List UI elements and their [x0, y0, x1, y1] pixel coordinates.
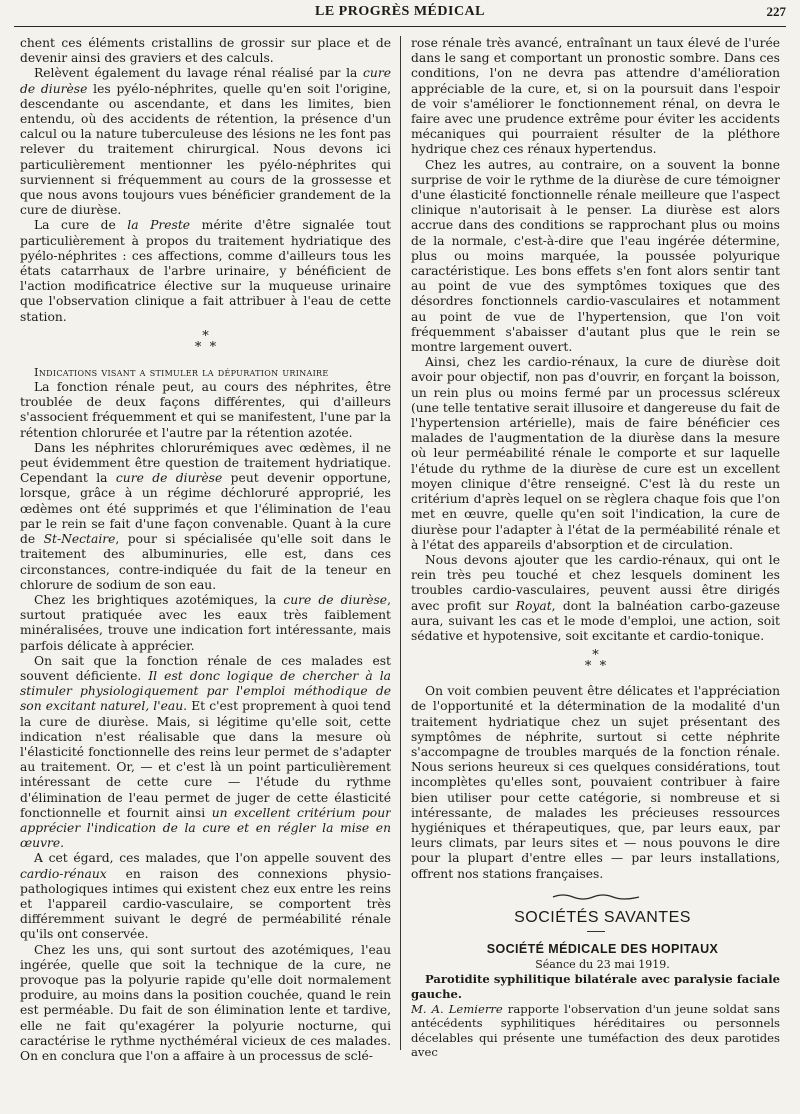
abstract-body: M. A. Lemierre rapporte l'observation d'un jeune soldat sans antécédents syphilitiques héréditaires ou personnels décelables qui présente une tuméfaction des deux parotides avec: [411, 1001, 780, 1060]
paragraph: chent ces éléments cristallins de grossir sur place et de devenir ainsi des graviers et des calculs.: [20, 36, 391, 66]
paragraph: Ainsi, chez les cardio-rénaux, la cure de diurèse doit avoir pour objectif, non pas d'ouvrir, en forçant la boisson, un rein plus ou moins fermé par un processus scléreux (une telle tentative serait illusoire et dangereuse du fait de l'hypertension artérielle), mais de faire bénéficier ces malades de l'augmentation de la diurèse dans la mesure où leur perméabilité rénale le comporte et sur laquelle l'étude du rythme de la diurèse de cure est un excellent moyen clinique d'être renseigné. C'est là du reste un critérium d'après lequel on se règlera chaque fois que l'on met en œuvre, quelle qu'en soit l'indication, la cure de diurèse pour l'adapter à l'état de la perméabilité rénale et à l'état des appareils d'absorption et de circulation.: [411, 355, 780, 552]
journal-title: LE PROGRÈS MÉDICAL: [314, 4, 486, 19]
page-number: 227: [766, 4, 786, 19]
paragraph: La fonction rénale peut, au cours des néphrites, être troublée de deux façons différentes, qui d'ailleurs s'associent fréquemment et qui se manifestent, l'une par la rétention chlorurée et l'autre par la rétention azotée.: [20, 380, 391, 440]
right-column: [411, 36, 780, 1110]
column-divider: [400, 36, 401, 1050]
section-heading: Indications visant a stimuler la dépuration urinaire: [34, 364, 329, 379]
paragraph: La cure de la Preste mérite d'être signalée tout particulièrement à propos du traitement hydriatique des pyélo-néphrites : ces affections, comme d'ailleurs tous les états catarrhaux de l'arbre urinaire, y bénéficient de l'action modificatrice élective sur la muqueuse urinaire que l'observation clinique a fait attribuer à l'eau de cette station.: [20, 218, 391, 324]
paragraph: Chez les brightiques azotémiques, la cure de diurèse, surtout pratiquée avec les eaux très faiblement minéralisées, trouve une indication fort intéressante, mais parfois délicate à apprécier.: [20, 592, 391, 653]
society-name: SOCIÉTÉ MÉDICALE DES HOPITAUX: [486, 941, 719, 956]
paragraph: A cet égard, ces malades, que l'on appelle souvent des cardio-rénaux en raison des connexions physio-pathologiques intimes qui existent chez eux entre les reins et l'appareil cardio-vasculaire, se comportent très différemment suivant le degré de perméabilité rénale qu'ils ont conservée.: [20, 851, 391, 942]
title-rule: [587, 931, 605, 932]
paragraph: Chez les autres, au contraire, on a souvent la bonne surprise de voir le rythme de la diurèse de cure témoigner d'une élasticité fonctionnelle rénale meilleure que l'aspect clinique n'autorisait à le penser. La diurèse est alors accrue dans des conditions se rapprochant plus ou moins de la normale, c'est-à-dire que l'eau ingérée détermine, plus ou moins marquée, la poussée polyurique caractéristique. Les bons effets s'en font alors sentir tant au point de vue des symptômes toxiques que des désordres fonctionnels cardio-vasculaires et notamment au point de vue de l'hypertension, que l'on voit fréquemment s'abaisser d'autant plus que le rein se montre largement ouvert.: [411, 157, 780, 355]
paragraph: Dans les néphrites chlorurémiques avec œdèmes, il ne peut évidemment être question de traitement hydriatique. Cependant la cure de diurèse peut devenir opportune, lorsque, grâce à un régime déchloruré approprié, les œdèmes ont été supprimés et que l'élimination de l'eau par le rein se fait d'une façon convenable. Quant à la cure de St-Nectaire, pour si spécialisée qu'elle soit dans le traitement des albuminuries, elle est, dans ces circonstances, contre-indiquée du fait de la teneur en chlorure de sodium de son eau.: [20, 440, 391, 592]
left-column: [20, 36, 391, 1110]
paragraph: Nous devons ajouter que les cardio-rénaux, qui ont le rein très peu touché et chez lesquels dominent les troubles cardio-vasculaires, peuvent aussi être dirigés avec profit sur Royat, dont la balnéation carbo-gazeuse aura, suivant les cas et le mode d'emploi, une action, soit sédative et hypotensive, soit excitante et cardio-tonique.: [411, 552, 780, 643]
section-separator-stars: * * *: [194, 328, 217, 355]
abstract: [411, 972, 780, 1060]
paragraph: rose rénale très avancé, entraînant un taux élevé de l'urée dans le sang et comportant un pronostic sombre. Dans ces conditions, l'on ne devra pas attendre d'amélioration appréciable de la cure, et, si on la poursuit dans l'espoir de voir s'améliorer le fonctionnement rénal, on devra le faire avec une prudence extrême pour éviter les accidents mécaniques qui pourraient résulter de la pléthore hydrique chez ces rénaux hypertendus.: [411, 36, 780, 157]
paragraph: On sait que la fonction rénale de ces malades est souvent déficiente. Il est donc logique de chercher à la stimuler physiologiquement par l'emploi méthodique de son excitant naturel, l'eau. Et c'est proprement à quoi tend la cure de diurèse. Mais, si légitime qu'elle soit, cette indication n'est réalisable que dans la mesure où l'élasticité fonctionnelle des reins leur permet de s'adapter au traitement. Or, — et c'est là un point particulièrement intéressant de cette cure — l'étude du rythme d'élimination de l'eau permet de juger de cette élasticité fonctionnelle et fournit ainsi un excellent critérium pour apprécier l'indication de la cure et en régler la mise en œuvre.: [20, 653, 391, 851]
running-header: [14, 0, 786, 27]
abstract-title: Parotidite syphilitique bilatérale avec paralysie faciale gauche.: [411, 972, 780, 1001]
ornament-swash-icon: [551, 892, 641, 902]
section-title-societes: SOCIÉTÉS SAVANTES: [514, 908, 691, 926]
paragraph: On voit combien peuvent être délicates et l'appréciation de l'opportunité et la détermination de la modalité d'un traitement hydriatique chez un sujet présentant des symptômes de néphrite, surtout si cette néphrite s'accompagne de troubles marqués de la fonction rénale. Nous serions heureux si ces quelques considérations, tout incomplètes qu'elles sont, pouvaient contribuer à faire bien utiliser pour cette catégorie, si nombreuse et si intéressante, de malades les précieuses ressources hygiéniques et thérapeutiques, que, par leurs eaux, par leurs climats, par leurs sites et — nous pouvons le dire pour la plupart d'entre elles — par leurs installations, offrent nos stations françaises.: [411, 684, 780, 881]
paragraph: Relèvent également du lavage rénal réalisé par la cure de diurèse les pyélo-néphrites, quelle qu'en soit l'origine, descendante ou ascendante, et dans les limites, bien entendu, où des accidents de rétention, la présence d'un calcul ou la nature tuberculeuse des lésions ne les font pas relever du traitement chirurgical. Nous devons ici particulièrement mentionner les pyélo-néphrites qui surviennent si fréquemment au cours de la grossesse et que nous avons toujours vues bénéficier grandement de la cure de diurèse.: [20, 66, 391, 218]
session-date: Séance du 23 mai 1919.: [535, 958, 670, 972]
section-separator-stars: * * *: [584, 648, 607, 675]
paragraph: Chez les uns, qui sont surtout des azotémiques, l'eau ingérée, quelle que soit la technique de la cure, ne provoque pas la polyurie rapide qu'elle doit normalement produire, au moins dans la position couchée, quand le rein est perméable. Du fait de son élimination lente et tardive, elle ne fait qu'exagérer la polyurie nocturne, qui caractérise le rythme nycthéméral vicieux de ces malades. On en conclura que l'on a affaire à un processus de sclé-: [20, 942, 391, 1063]
